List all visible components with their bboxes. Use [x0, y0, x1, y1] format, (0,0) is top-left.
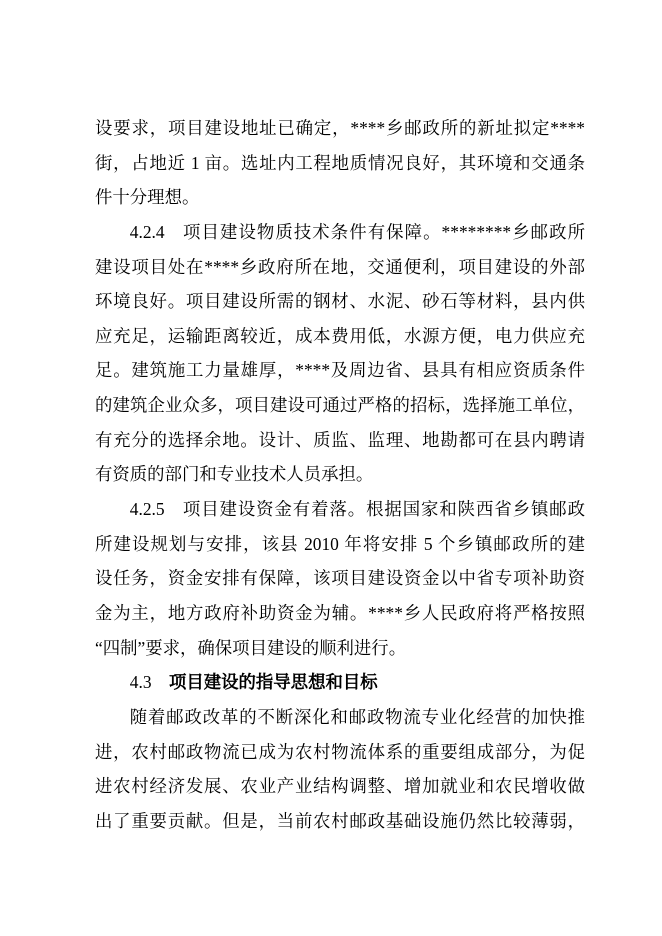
text-line: 件十分理想。	[95, 187, 200, 208]
text-line	[95, 492, 585, 527]
text-line: 有资质的部门和专业技术人员承担。	[95, 464, 374, 485]
text-line: 街，占地近 1 亩。选址内工程地质情况良好，其环境和交通条	[95, 152, 585, 173]
section-heading	[95, 665, 585, 700]
paragraph-4-2-4	[95, 215, 585, 492]
text-line: 设要求，项目建设地址已确定，****乡邮政所的新址拟定****	[95, 118, 585, 138]
text-line: 环境良好。项目建设所需的钢材、水泥、砂石等材料，县内供	[95, 291, 585, 312]
text-line: 金为主，地方政府补助资金为辅。****乡人民政府将严格按照	[95, 602, 585, 623]
text-line: 进，农村邮政物流已成为农村物流体系的重要组成部分，为促	[95, 741, 585, 762]
text-line: “四制”要求，确保项目建设的顺利进行。	[95, 637, 407, 658]
text-line: 所建设规划与安排，该县 2010 年将安排 5 个乡镇邮政所的建	[95, 533, 585, 554]
text-line: 足。建筑施工力量雄厚，****及周边省、县具有相应资质条件	[95, 360, 585, 381]
paragraph-4-3	[95, 700, 585, 839]
paragraph-4-2-5	[95, 492, 585, 665]
text-line: 随着邮政改革的不断深化和邮政物流专业化经营的加快推	[129, 706, 585, 727]
section-number: 4.2.4	[129, 221, 165, 242]
text-line: 出了重要贡献。但是，当前农村邮政基础设施仍然比较薄弱，	[95, 810, 585, 831]
text-line	[95, 215, 585, 250]
text-line: 进农村经济发展、农业产业结构调整、增加就业和农民增收做	[95, 776, 585, 797]
text-line: 的建筑企业众多，项目建设可通过严格的招标，选择施工单位，	[95, 395, 585, 416]
text-line: 有充分的选择余地。设计、质监、监理、地勘都可在县内聘请	[95, 429, 585, 450]
text-line: 建设项目处在****乡政府所在地，交通便利，项目建设的外部	[95, 256, 585, 277]
section-title: 项目建设的指导思想和目标	[168, 672, 378, 693]
continued-paragraph	[95, 111, 585, 215]
section-number: 4.2.5	[129, 499, 165, 520]
section-number: 4.3	[129, 672, 152, 693]
line-text: 项目建设资金有着落。根据国家和陕西省乡镇邮政	[181, 499, 585, 520]
line-text: 项目建设物质技术条件有保障。********乡邮政所	[181, 221, 585, 242]
text-line: 设任务，资金安排有保障，该项目建设资金以中省专项补助资	[95, 568, 585, 589]
text-line: 应充足，运输距离较近，成本费用低，水源方便，电力供应充	[95, 325, 585, 346]
document-page-body	[95, 111, 585, 838]
